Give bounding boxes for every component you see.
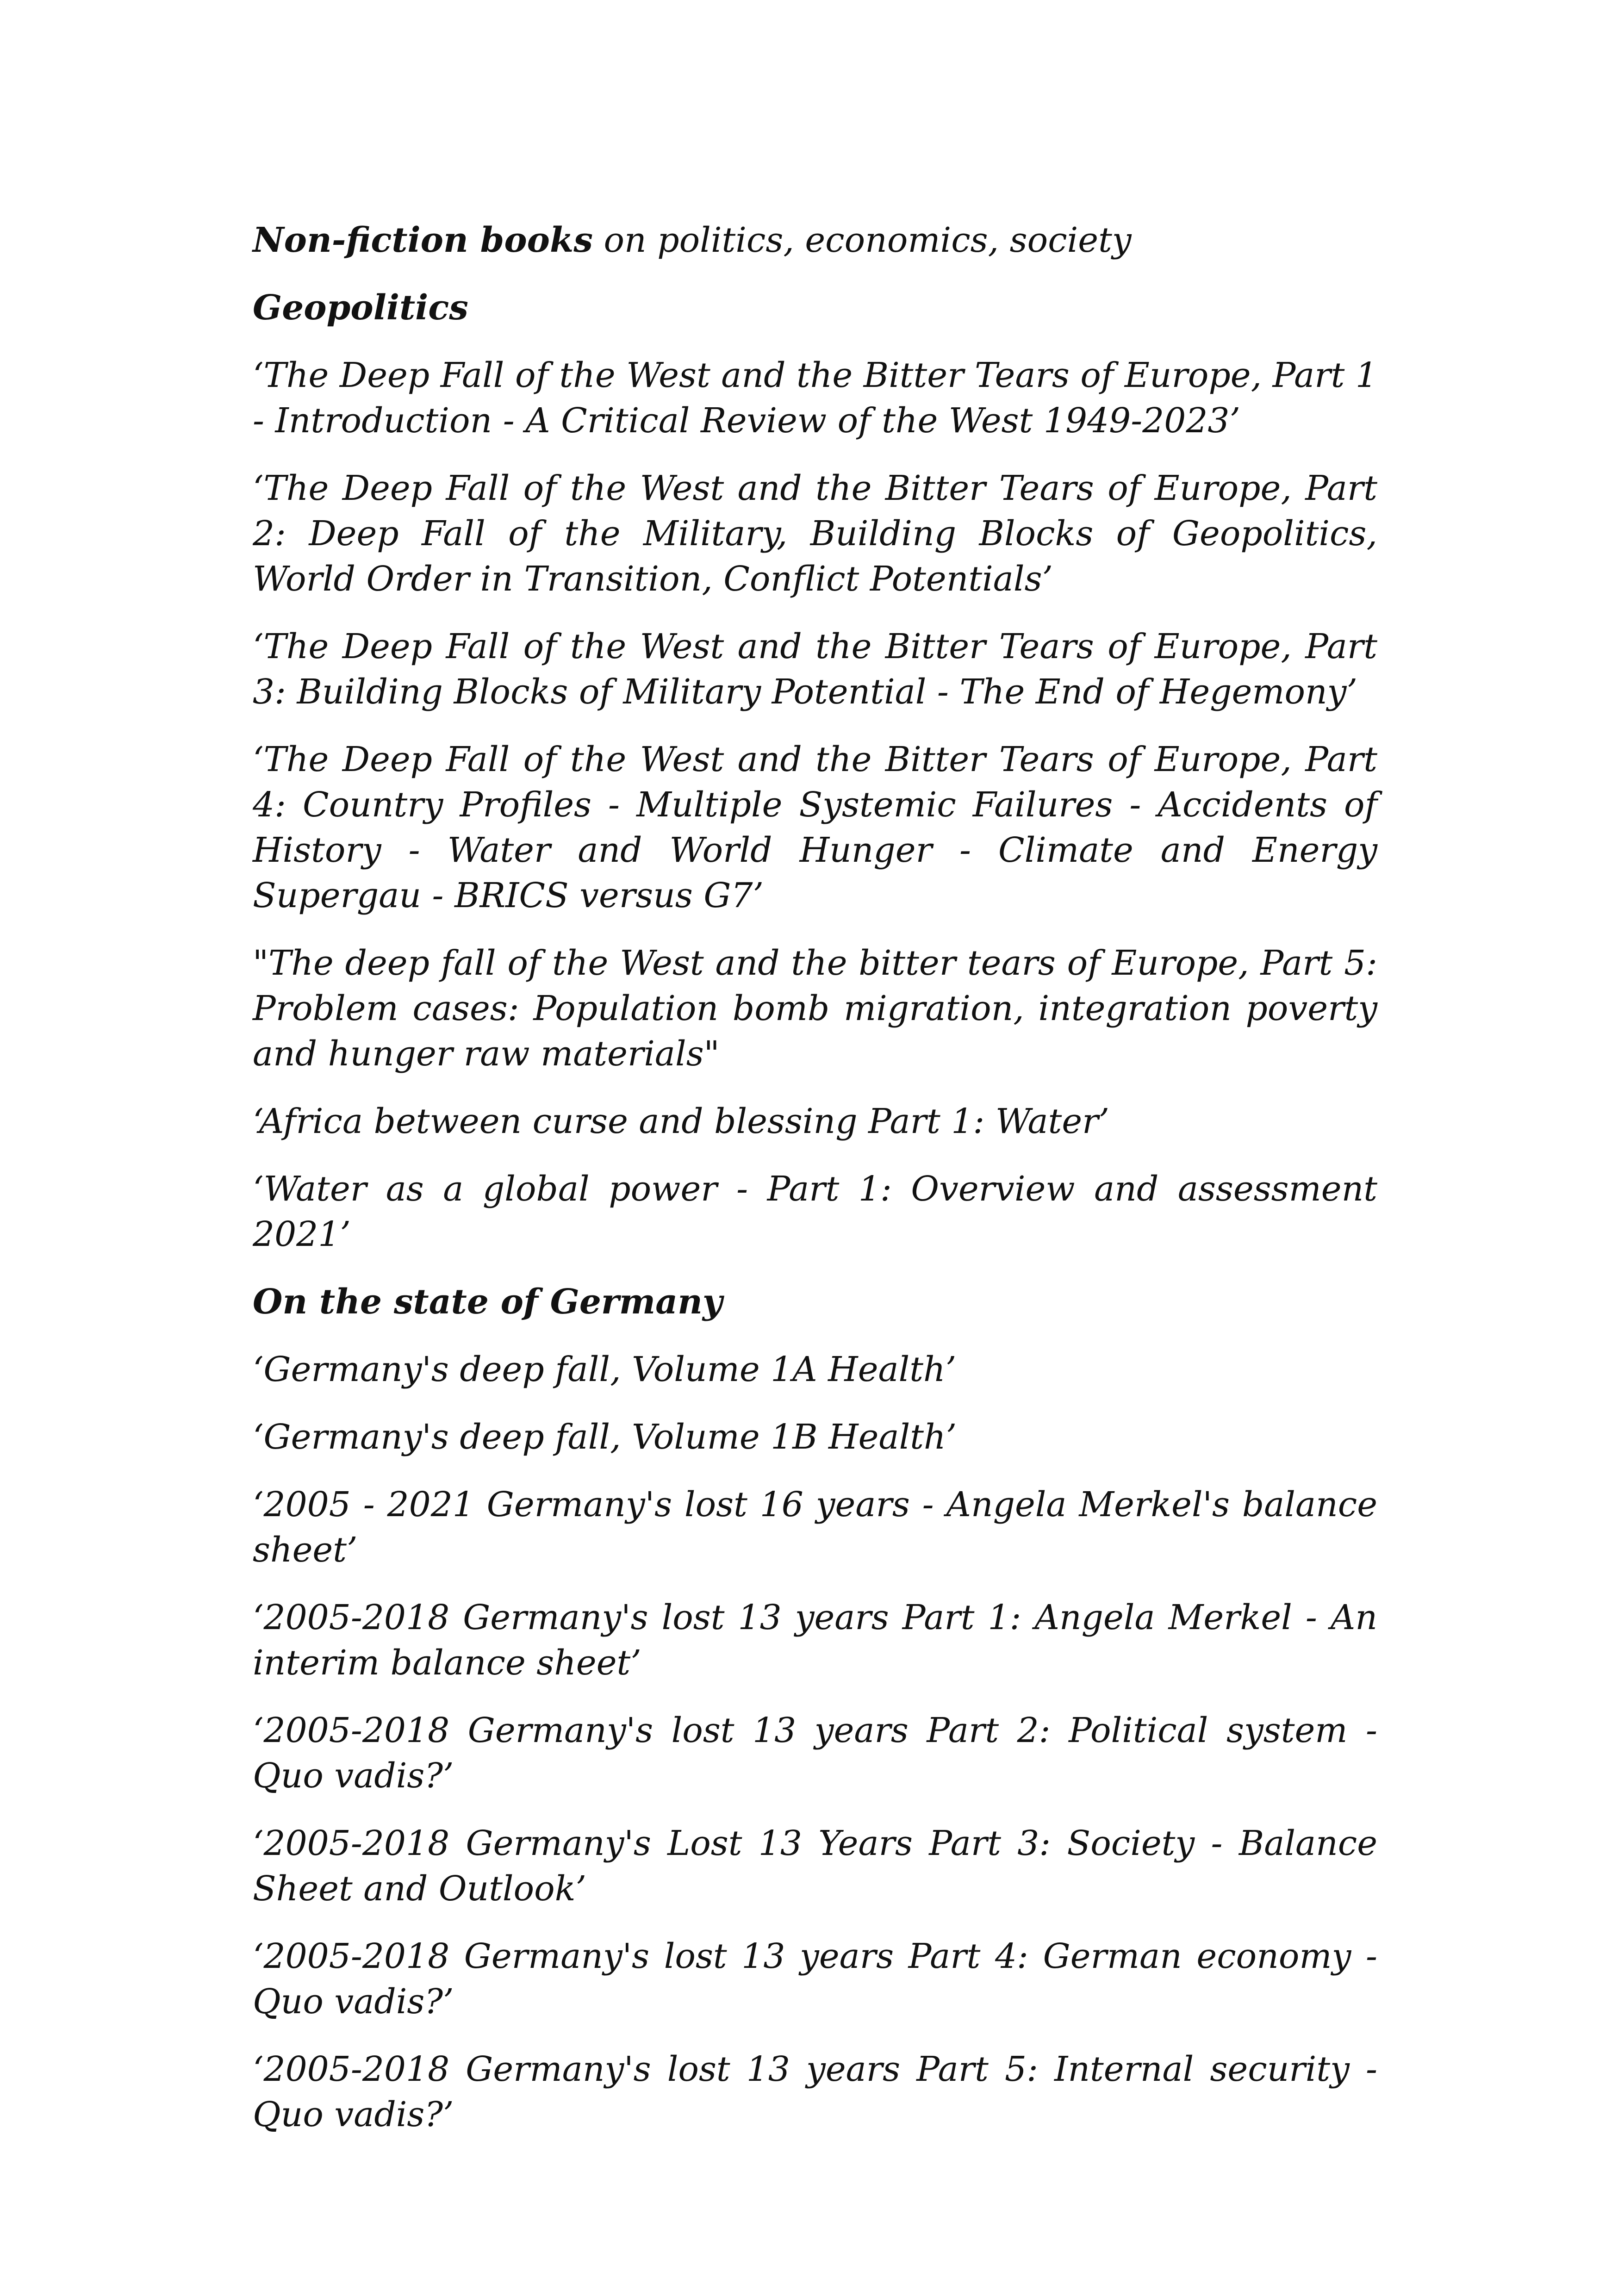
book-title: ‘Germany's deep fall, Volume 1A Health’ — [253, 1350, 957, 1389]
book-title: ‘The Deep Fall of the West and the Bitter Tears of Europe, Part 4: Country Profiles - Multiple Systemic Failures - Accidents of History - Water and World Hunger - Climate and Energy Supergau - BRICS versus G7’ — [253, 740, 1377, 915]
section-heading-germany: On the state of Germany — [253, 1282, 722, 1322]
book-title: ‘2005-2018 Germany's lost 13 years Part 5: Internal security - Quo vadis?’ — [253, 2049, 1377, 2134]
intro-line — [253, 218, 1377, 263]
book-title: ‘2005-2018 Germany's lost 13 years Part 1: Angela Merkel - An interim balance sheet’ — [253, 1598, 1377, 1683]
book-title: ‘The Deep Fall of the West and the Bitter Tears of Europe, Part 3: Building Blocks of Military Potential - The End of Hegemony’ — [253, 627, 1377, 712]
document-page — [253, 218, 1377, 2159]
book-title: ‘2005-2018 Germany's Lost 13 Years Part 3: Society - Balance Sheet and Outlook’ — [253, 1823, 1377, 1909]
book-title: ‘The Deep Fall of the West and the Bitter Tears of Europe, Part 1 - Introduction - A Critical Review of the West 1949-2023’ — [253, 355, 1377, 441]
book-title: ‘2005-2018 Germany's lost 13 years Part 2: Political system - Quo vadis?’ — [253, 1711, 1377, 1796]
book-title: ‘Germany's deep fall, Volume 1B Health’ — [253, 1417, 957, 1457]
section-heading-geopolitics: Geopolitics — [253, 288, 468, 328]
intro-bold: Non-fiction books — [253, 220, 593, 260]
book-title: ‘The Deep Fall of the West and the Bitter Tears of Europe, Part 2: Deep Fall of the Military, Building Blocks of Geopolitics, World Order in Transition, Conflict Potentials’ — [253, 468, 1377, 599]
book-title: ‘Africa between curse and blessing Part 1: Water’ — [253, 1101, 1110, 1141]
intro-text: on politics, economics, society — [592, 220, 1132, 260]
book-title: ‘2005 - 2021 Germany's lost 16 years - Angela Merkel's balance sheet’ — [253, 1485, 1377, 1570]
book-title: ‘2005-2018 Germany's lost 13 years Part 4: German economy - Quo vadis?’ — [253, 1936, 1377, 2022]
book-title: ‘Water as a global power - Part 1: Overview and assessment 2021’ — [253, 1169, 1377, 1254]
book-title: "The deep fall of the West and the bitter tears of Europe, Part 5: Problem cases: Population bomb migration, integration poverty and hunger raw materials" — [253, 943, 1377, 1074]
